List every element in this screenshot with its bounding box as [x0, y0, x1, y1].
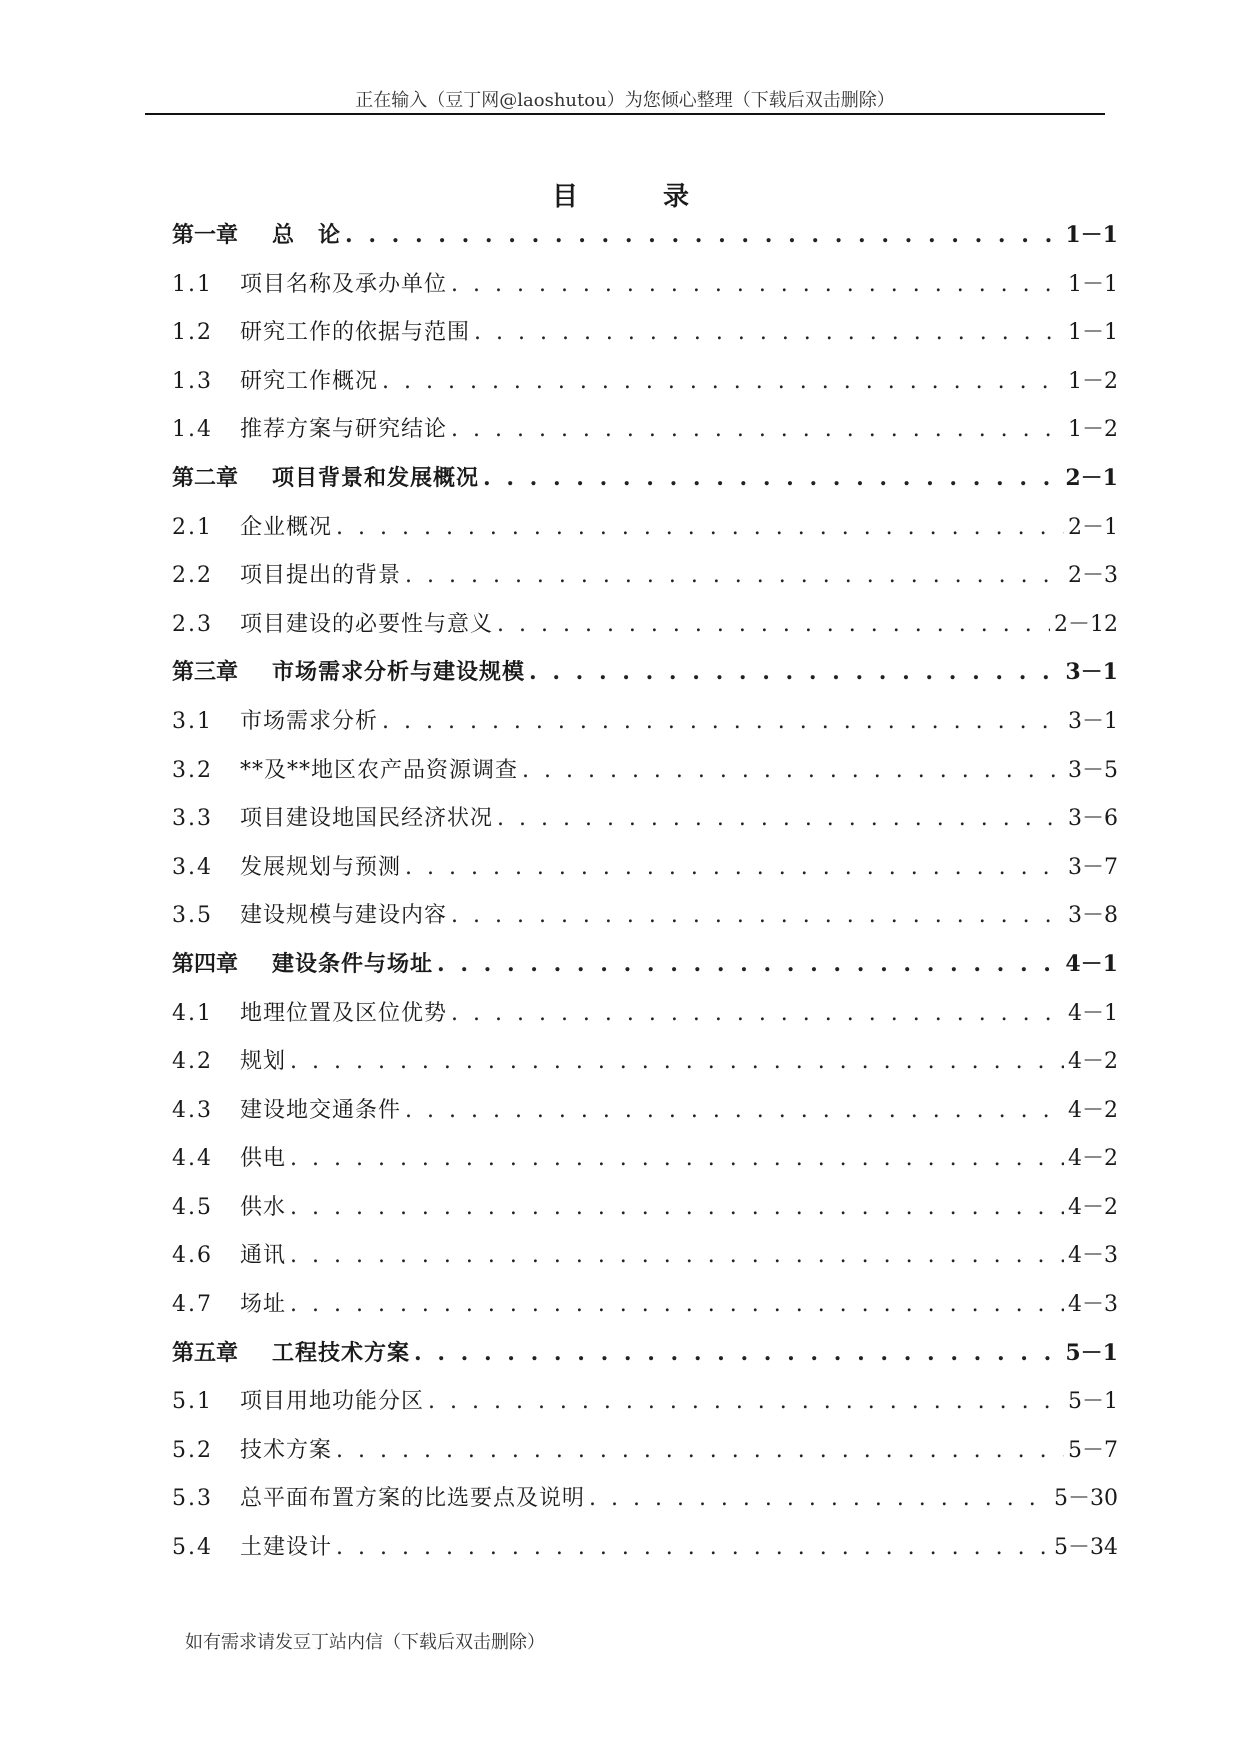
toc-section-entry[interactable]	[172, 898, 1118, 947]
toc-entry-number: 1.3	[172, 368, 213, 394]
toc-entry-page-number: 5－30	[1054, 1486, 1118, 1512]
toc-dot-leader	[382, 369, 1064, 394]
toc-dot-leader	[497, 806, 1064, 831]
toc-dot-leader	[290, 1195, 1064, 1220]
toc-dot-leader	[428, 1389, 1064, 1414]
toc-entry-number: 5.1	[172, 1389, 213, 1415]
toc-section-entry[interactable]	[172, 267, 1118, 316]
toc-entry-number: 5.3	[172, 1486, 213, 1512]
toc-entry-page-number: 4－2	[1068, 1146, 1118, 1172]
toc-entry-number: 5.2	[172, 1437, 213, 1463]
toc-dot-leader	[405, 1098, 1064, 1123]
toc-entry-number: 4.7	[172, 1292, 213, 1318]
toc-entry-number: 4.4	[172, 1146, 213, 1172]
toc-entry-title: 发展规划与预测	[240, 854, 402, 880]
toc-entry-page-number: 5－34	[1054, 1535, 1118, 1561]
toc-entry-title: 市场需求分析与建设规模	[272, 659, 526, 686]
toc-entry-number: 第二章	[172, 464, 239, 491]
toc-entry-number: 3.1	[172, 708, 213, 734]
toc-section-entry[interactable]	[172, 753, 1118, 802]
toc-dot-leader	[290, 1292, 1064, 1317]
toc-entry-page-number: 4－1	[1068, 1000, 1118, 1026]
toc-entry-number: 5.4	[172, 1535, 213, 1561]
toc-entry-number: 第三章	[172, 659, 239, 686]
toc-entry-number: 3.4	[172, 854, 213, 880]
toc-entry-page-number: 5－1	[1068, 1389, 1118, 1415]
toc-entry-title: 供电	[240, 1146, 287, 1172]
toc-section-entry[interactable]	[172, 996, 1118, 1045]
toc-entry-title: 项目建设地国民经济状况	[240, 806, 494, 832]
toc-section-entry[interactable]	[172, 1433, 1118, 1482]
toc-entry-number: 4.1	[172, 1000, 213, 1026]
toc-section-entry[interactable]	[172, 412, 1118, 461]
toc-dot-leader	[589, 1486, 1050, 1511]
toc-section-entry[interactable]	[172, 558, 1118, 607]
toc-entry-title: 项目背景和发展概况	[272, 464, 480, 491]
toc-entry-title: 推荐方案与研究结论	[240, 417, 448, 443]
toc-entry-number: 第五章	[172, 1339, 239, 1366]
toc-entry-title: 总平面布置方案的比选要点及说明	[240, 1486, 586, 1512]
toc-entry-number: 2.2	[172, 563, 213, 589]
toc-chapter-entry[interactable]	[172, 461, 1118, 510]
toc-section-entry[interactable]	[172, 1530, 1118, 1579]
header-rule	[145, 113, 1105, 115]
toc-entry-page-number: 4－2	[1068, 1194, 1118, 1220]
toc-section-entry[interactable]	[172, 850, 1118, 899]
toc-dot-leader	[336, 1438, 1064, 1463]
toc-dot-leader	[405, 563, 1064, 588]
toc-dot-leader	[336, 515, 1064, 540]
toc-entry-page-number: 3－5	[1068, 757, 1118, 783]
toc-section-entry[interactable]	[172, 1141, 1118, 1190]
toc-entry-page-number: 3－7	[1068, 854, 1118, 880]
toc-entry-title: 场址	[240, 1292, 287, 1318]
toc-entry-page-number: 1－1	[1068, 320, 1118, 346]
table-of-contents	[172, 218, 1118, 1579]
toc-entry-number: 3.5	[172, 903, 213, 929]
toc-chapter-entry[interactable]	[172, 947, 1118, 996]
toc-entry-title: 研究工作的依据与范围	[240, 320, 471, 346]
toc-section-entry[interactable]	[172, 1384, 1118, 1433]
page-footer-text: 如有需求请发豆丁站内信（下载后双击删除）	[185, 1632, 545, 1653]
toc-entry-page-number: 5－1	[1065, 1339, 1118, 1366]
toc-entry-number: 4.6	[172, 1243, 213, 1269]
toc-entry-title: 技术方案	[240, 1437, 333, 1463]
toc-entry-title: **及**地区农产品资源调查	[240, 757, 519, 783]
toc-entry-number: 1.2	[172, 320, 213, 346]
toc-entry-page-number: 2－12	[1054, 611, 1118, 637]
toc-entry-title: 建设规模与建设内容	[240, 903, 448, 929]
toc-dot-leader	[345, 222, 1061, 248]
toc-entry-title: 企业概况	[240, 514, 333, 540]
toc-chapter-entry[interactable]	[172, 218, 1118, 267]
page-header-text: 正在输入（豆丁网@laoshutou）为您倾心整理（下载后双击删除）	[355, 90, 895, 111]
toc-dot-leader	[451, 272, 1064, 297]
toc-section-entry[interactable]	[172, 1044, 1118, 1093]
toc-entry-title: 项目名称及承办单位	[240, 271, 448, 297]
toc-entry-page-number: 4－2	[1068, 1097, 1118, 1123]
toc-dot-leader	[483, 465, 1061, 491]
toc-dot-leader	[497, 612, 1050, 637]
toc-entry-title: 研究工作概况	[240, 368, 379, 394]
toc-entry-page-number: 2－3	[1068, 563, 1118, 589]
toc-entry-title: 通讯	[240, 1243, 287, 1269]
toc-title: 目 录	[551, 182, 728, 212]
toc-dot-leader	[290, 1243, 1064, 1268]
toc-dot-leader	[437, 951, 1061, 977]
toc-dot-leader	[529, 659, 1061, 685]
toc-dot-leader	[336, 1535, 1050, 1560]
toc-entry-page-number: 3－1	[1065, 659, 1118, 686]
toc-section-entry[interactable]	[172, 801, 1118, 850]
toc-section-entry[interactable]	[172, 364, 1118, 413]
toc-entry-title: 工程技术方案	[272, 1339, 411, 1366]
toc-entry-title: 项目用地功能分区	[240, 1389, 425, 1415]
toc-entry-number: 1.1	[172, 271, 213, 297]
toc-section-entry[interactable]	[172, 1093, 1118, 1142]
toc-entry-number: 3.2	[172, 757, 213, 783]
toc-entry-page-number: 1－2	[1068, 417, 1118, 443]
toc-section-entry[interactable]	[172, 1481, 1118, 1530]
toc-entry-page-number: 4－3	[1068, 1292, 1118, 1318]
toc-entry-page-number: 2－1	[1068, 514, 1118, 540]
toc-entry-title: 项目提出的背景	[240, 563, 402, 589]
toc-entry-page-number: 5－7	[1068, 1437, 1118, 1463]
toc-entry-title: 规划	[240, 1049, 287, 1075]
toc-dot-leader	[414, 1340, 1061, 1366]
toc-dot-leader	[451, 903, 1064, 928]
toc-entry-title: 供水	[240, 1194, 287, 1220]
toc-entry-page-number: 1－2	[1068, 368, 1118, 394]
toc-dot-leader	[451, 417, 1064, 442]
toc-entry-page-number: 3－6	[1068, 806, 1118, 832]
toc-entry-number: 第一章	[172, 222, 239, 248]
toc-entry-title: 土建设计	[240, 1535, 333, 1561]
toc-entry-number: 1.4	[172, 417, 213, 443]
toc-entry-number: 4.5	[172, 1194, 213, 1220]
toc-entry-number: 2.1	[172, 514, 213, 540]
toc-chapter-entry[interactable]	[172, 655, 1118, 704]
toc-entry-title: 地理位置及区位优势	[240, 1000, 448, 1026]
toc-entry-page-number: 4－2	[1068, 1049, 1118, 1075]
toc-chapter-entry[interactable]	[172, 1336, 1118, 1385]
toc-entry-page-number: 1－1	[1065, 222, 1118, 248]
toc-dot-leader	[522, 758, 1064, 783]
toc-dot-leader	[451, 1001, 1064, 1026]
toc-dot-leader	[382, 709, 1064, 734]
toc-section-entry[interactable]	[172, 315, 1118, 364]
toc-entry-number: 2.3	[172, 611, 213, 637]
toc-entry-number: 4.3	[172, 1097, 213, 1123]
toc-entry-number: 3.3	[172, 806, 213, 832]
toc-entry-number: 第四章	[172, 950, 239, 977]
toc-entry-title: 项目建设的必要性与意义	[240, 611, 494, 637]
toc-section-entry[interactable]	[172, 510, 1118, 559]
toc-entry-number: 4.2	[172, 1049, 213, 1075]
toc-entry-page-number: 4－3	[1068, 1243, 1118, 1269]
toc-dot-leader	[474, 320, 1064, 345]
toc-section-entry[interactable]	[172, 1287, 1118, 1336]
toc-entry-title: 总 论	[272, 222, 342, 248]
toc-dot-leader	[290, 1049, 1064, 1074]
toc-section-entry[interactable]	[172, 1238, 1118, 1287]
toc-entry-page-number: 2－1	[1065, 464, 1118, 491]
toc-dot-leader	[405, 855, 1064, 880]
toc-section-entry[interactable]	[172, 704, 1118, 753]
toc-entry-page-number: 3－1	[1068, 708, 1118, 734]
toc-entry-page-number: 3－8	[1068, 903, 1118, 929]
toc-entry-page-number: 4－1	[1065, 950, 1118, 977]
toc-entry-title: 建设条件与场址	[272, 950, 434, 977]
toc-section-entry[interactable]	[172, 607, 1118, 656]
toc-section-entry[interactable]	[172, 1190, 1118, 1239]
toc-dot-leader	[290, 1146, 1064, 1171]
toc-entry-title: 市场需求分析	[240, 708, 379, 734]
toc-entry-title: 建设地交通条件	[240, 1097, 402, 1123]
toc-entry-page-number: 1－1	[1068, 271, 1118, 297]
